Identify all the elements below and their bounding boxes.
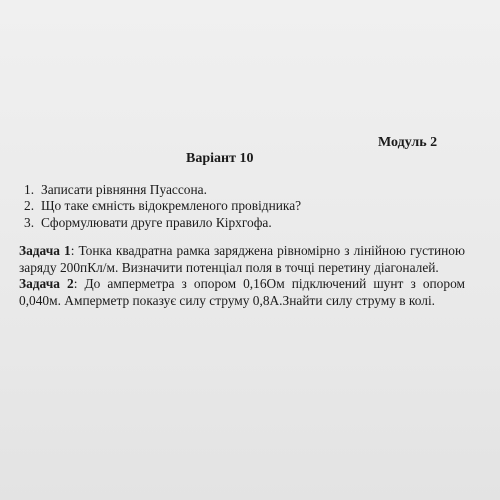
task-2-separator: : [73, 276, 78, 291]
question-number: 1. [24, 182, 35, 197]
task-1-line-1: Тонка квадратна рамка заряджена рівномірно з лінійною [74, 243, 406, 258]
tasks-section [19, 243, 465, 309]
question-number: 3. [24, 214, 35, 230]
question-item [24, 182, 301, 198]
module-heading: Модуль 2 [378, 135, 438, 150]
task-1 [19, 243, 465, 276]
task-1-line-2: густиною заряду 200пКл/м. Визначити потенціал поля в точці [19, 243, 465, 275]
question-number: 2. [24, 198, 35, 214]
task-2 [19, 276, 465, 309]
question-item [24, 215, 301, 231]
task-1-line-3: перетину діагоналей. [318, 259, 439, 275]
question-item [24, 198, 301, 214]
task-2-label: Задача 2 [19, 276, 74, 291]
question-text: Сформулювати друге правило Кірхгофа. [41, 214, 272, 230]
task-2-line-2: опором 0,040м. Амперметр показує силу струму 0,8А.Знайти силу [19, 276, 465, 308]
variant-heading: Варіант 10 [186, 151, 254, 166]
questions-list [24, 182, 301, 231]
question-text: Записати рівняння Пуассона. [41, 182, 207, 197]
task-2-line-3: струму в колі. [355, 292, 436, 308]
question-text: Що таке ємність відокремленого провідника? [41, 198, 302, 214]
task-2-line-1: До амперметра з опором 0,16Ом підключений шунт з [77, 276, 416, 291]
task-1-separator: : [70, 243, 75, 258]
task-1-label: Задача 1 [19, 243, 71, 258]
